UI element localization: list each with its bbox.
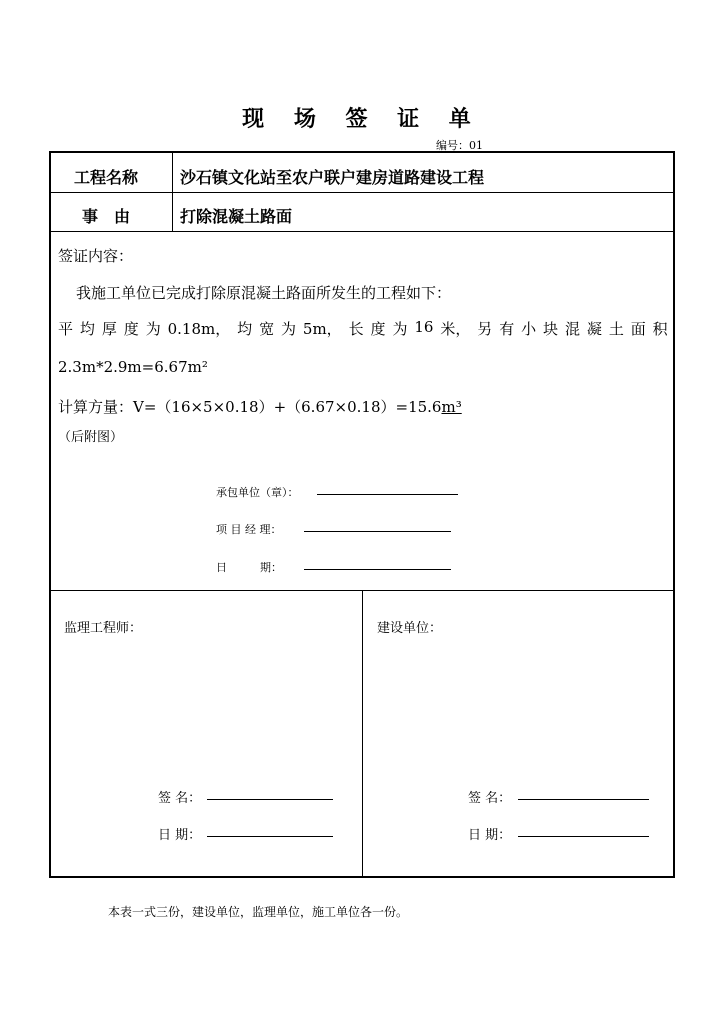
supervisor-sign-label: 签 名： [158, 791, 202, 806]
content-line-2-glyph: 厚 [101, 320, 117, 338]
content-line-2-glyph: 5m， [302, 320, 342, 338]
content-line-2-glyph: 凝 [586, 320, 602, 338]
content-line-2-glyph: 土 [608, 320, 624, 338]
signature-column-divider [362, 590, 363, 877]
content-line-2-glyph: 另 [477, 320, 493, 338]
content-line-2-glyph: 长 [348, 320, 364, 338]
owner-heading: 建设单位： [377, 621, 443, 636]
project-manager-line [304, 531, 451, 532]
content-line-2-glyph: 块 [543, 320, 559, 338]
owner-date-label: 日 期： [468, 828, 512, 843]
content-line-2-glyph: 16 [414, 318, 434, 336]
serial-number: 编号：01 [436, 139, 483, 152]
footer-note: 本表一式三份，建设单位，监理单位，施工单位各一份。 [108, 905, 409, 919]
content-line-2-glyph: 混 [564, 320, 580, 338]
row-divider-1 [49, 192, 675, 193]
reason-value: 打除混凝土路面 [180, 207, 293, 226]
supervisor-date-label: 日 期： [158, 828, 202, 843]
calculation-line [58, 396, 462, 417]
attachment-note: （后附图） [58, 430, 124, 445]
content-line-2 [58, 318, 668, 339]
calculation-formula: 计算方量：V=（16×5×0.18）+（6.67×0.18）=15.6 [58, 398, 442, 416]
project-name-value: 沙石镇文化站至农户联户建房道路建设工程 [180, 168, 485, 187]
contractor-date-line [304, 569, 451, 570]
reason-label: 事 由 [82, 207, 131, 226]
label-column-divider [172, 152, 173, 231]
content-line-2-glyph: 米， [440, 320, 471, 338]
form-title: 现 场 签 证 单 [242, 107, 482, 132]
project-name-label: 工程名称 [74, 168, 139, 187]
content-line-2-glyph: 均 [237, 320, 253, 338]
content-line-2-glyph: 均 [79, 320, 95, 338]
content-line-1: 我施工单位已完成打除原混凝土路面所发生的工程如下： [76, 284, 452, 302]
content-line-2-glyph: 有 [499, 320, 515, 338]
contractor-unit-label: 承包单位（章）： [216, 486, 299, 499]
content-line-2-glyph: 宽 [259, 320, 275, 338]
content-line-2-glyph: 面 [630, 320, 646, 338]
contractor-date-label: 日 期： [216, 561, 282, 574]
content-line-2-glyph: 度 [370, 320, 386, 338]
content-line-2-glyph: 为 [280, 320, 296, 338]
content-line-2-glyph: 度 [123, 320, 139, 338]
content-line-2-glyph: 小 [521, 320, 537, 338]
supervisor-heading: 监理工程师： [64, 621, 143, 636]
project-manager-label: 项 目 经 理： [216, 523, 282, 536]
content-line-2-glyph: 0.18m， [167, 320, 231, 338]
row-divider-2 [49, 231, 675, 232]
supervisor-sign-line [207, 799, 333, 800]
content-line-2-glyph: 平 [58, 320, 74, 338]
content-line-2-glyph: 为 [392, 320, 408, 338]
content-line-2-glyph: 为 [145, 320, 161, 338]
supervisor-date-line [207, 836, 333, 837]
content-line-2-glyph: 积 [652, 320, 668, 338]
owner-sign-label: 签 名： [468, 791, 512, 806]
owner-date-line [518, 836, 649, 837]
calculation-unit: m³ [441, 398, 462, 416]
contractor-unit-line [317, 494, 458, 495]
content-heading: 签证内容： [58, 247, 134, 265]
owner-sign-line [518, 799, 649, 800]
content-line-3: 2.3m*2.9m=6.67m² [58, 358, 208, 376]
